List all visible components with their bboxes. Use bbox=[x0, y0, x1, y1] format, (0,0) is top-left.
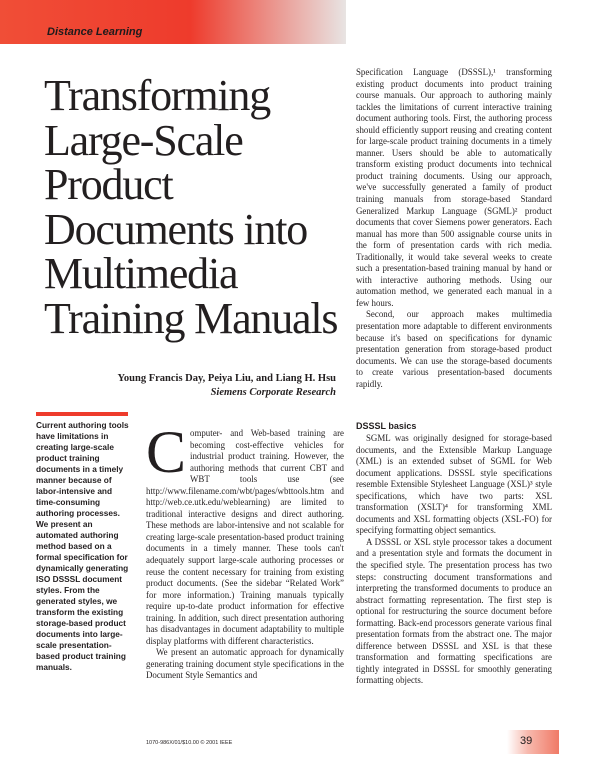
authors: Young Francis Day, Peiya Liu, and Liang H. Hsu bbox=[117, 373, 336, 384]
page-number: 39 bbox=[520, 735, 533, 747]
article-title bbox=[44, 71, 344, 343]
abstract-rule bbox=[36, 412, 128, 416]
section-label: Distance Learning bbox=[47, 26, 143, 38]
title-line: Product bbox=[44, 160, 173, 209]
title-line: Documents into bbox=[44, 204, 308, 254]
section-heading: DSSSL basics bbox=[356, 421, 417, 431]
paragraph: Computer- and Web-based training are becoming cost-effective vehicles for industrial product training. However, the authoring methods that current CBT and WBT tools use (see http://www.filename.com/wbt/pages/wbttools.htm and http://web.ce.utk.edu/weblearning) are limited to traditional interactive designs and direct authoring. These methods are labor-intensive and not scalable for creating large-scale presentation-based product training documents in a timely manner. These tools can't adequately support large-scale authoring processes or reuse the content necessary for training from existing product documents. (See the sidebar “Related Work” for more information.) Training manuals typically require up-to-date product information for effective training. In addition, such direct presentation authoring has disadvantages in document adaptability to multiple display platforms with different characteristics. bbox=[146, 419, 344, 646]
paragraph: A DSSSL or XSL style processor takes a document and a presentation style and formats the document in the specified style. The presentation process has two steps: constructing document transformations and interpreting the transformed documents to produce an abstract formatting representation. The first step is optional for restructuring the source document before formatting. Back-end processors generate various final presentation formats from the abstract one. The major difference between DSSSL and XSL is that these transformation and formatting specifications are tightly integrated in DSSSL for smoothly generating formatting objects. bbox=[356, 536, 552, 686]
title-line: Training Manuals bbox=[44, 293, 338, 343]
paragraph: Second, our approach makes multimedia presentation more adaptable to different environments because it's based on specifications for dynamic presentation generation from storage-based product documents. We can use the storage-based documents to create various presentation-based documents rapidly. bbox=[356, 309, 552, 389]
abstract: Current authoring tools have limitations in creating large-scale product training documents in a timely manner because of labor-intensive and time-consuming authoring processes. We present an automated authoring method based on a formal specification for dynamically generating ISO DSSSL document styles. From the generated styles, we transform the existing storage-based product documents into large-scale presentation-based product training manuals. bbox=[36, 420, 129, 672]
affiliation: Siemens Corporate Research bbox=[210, 387, 336, 398]
drop-cap: C bbox=[146, 419, 187, 485]
body-column-left bbox=[146, 419, 344, 682]
paragraph: SGML was originally designed for storage-based documents, and the Extensible Markup Language (XML) is an extended subset of SGML for Web document applications. DSSSL style specifications resemble Extensible Stylesheet Language (XSL)³ style specifications, which have two parts: XSL transformation (XSLT)⁴ for transforming XML documents and XSL formatting objects (XSL-FO) for specifying formatting object semantics. bbox=[356, 433, 552, 536]
body-column-right-top bbox=[356, 67, 552, 390]
title-line: Multimedia bbox=[44, 249, 238, 298]
title-line: Transforming bbox=[44, 71, 270, 120]
copyright-code: 1070-986X/01/$10.00 © 2001 IEEE bbox=[146, 740, 233, 746]
body-column-right-bottom bbox=[356, 420, 552, 687]
page-number-band bbox=[507, 730, 559, 754]
byline bbox=[117, 372, 336, 400]
paragraph: We present an automatic approach for dynamically generating training document style specifications in the Document Style Semantics and bbox=[146, 647, 344, 681]
title-line: Large-Scale bbox=[44, 115, 243, 165]
paragraph: Specification Language (DSSSL),¹ transforming existing product documents into product training course manuals. Our approach to authoring mainly tackles the limitations of current interactive training document authoring tools. First, the authoring process should efficiently support reusing and creating content for large-scale product training documents in a timely manner. Users should be able to automatically transform existing product documents into technical product training documents. Using our approach, we've successfully generated a family of product training manuals from storage-based Standard Generalized Markup Language (SGML)² product documents that cover Siemens power generators. Each manual has more than 500 assignable course units in the form of presentation cards with rich media. Traditionally, it would take several weeks to create such a presentation-based training manual by hand or with interactive authoring methods. Using our automation method, we generated each manual in a few hours. bbox=[356, 67, 552, 308]
